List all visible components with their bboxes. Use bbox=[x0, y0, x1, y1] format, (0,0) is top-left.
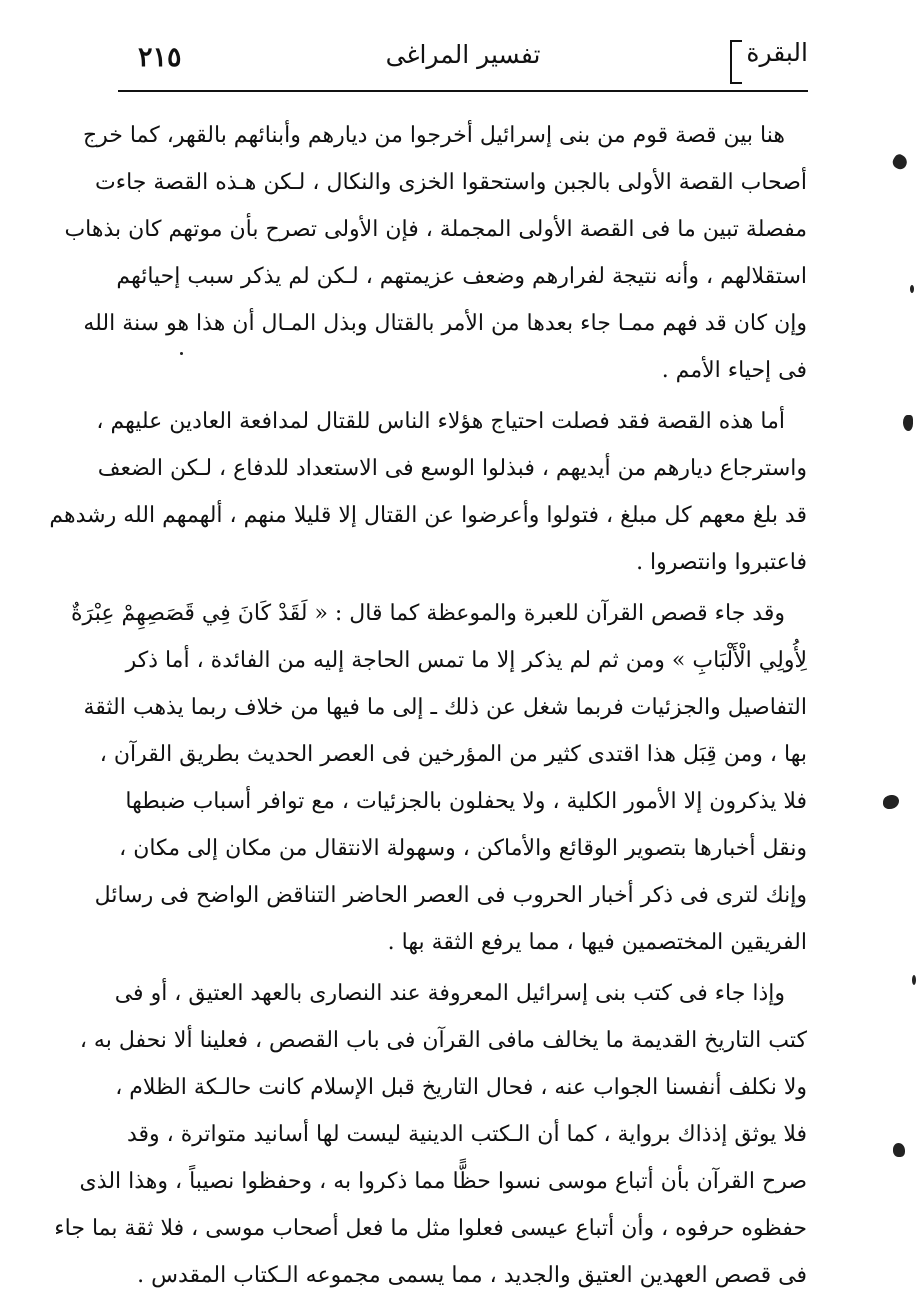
text-line: صرح القرآن بأن أتباع موسى نسوا حظًّا مما ذكروا به ، وحفظوا نصيباً ، وهذا الذى bbox=[79, 1169, 807, 1194]
text-line: فى قصص العهدين العتيق والجديد ، مما يسمى مجموعه الـكتاب المقدس . bbox=[137, 1263, 807, 1288]
text-line: حفظوه حرفوه ، وأن أتباع عيسى فعلوا مثل ما فعل أصحاب موسى ، فلا ثقة بما جاء bbox=[54, 1216, 807, 1241]
scan-speck bbox=[890, 152, 909, 171]
text-line: قد بلغ معهم كل مبلغ ، فتولوا وأعرضوا عن القتال إلا قليلا منهم ، ألهمهم الله رشدهم bbox=[49, 503, 807, 528]
scan-speck bbox=[912, 975, 916, 985]
page-header bbox=[118, 30, 808, 90]
text-line: واسترجاع ديارهم من أيديهم ، فبذلوا الوسع فى الاستعداد للدفاع ، لـكن الضعف bbox=[97, 456, 807, 481]
text-line: أما هذه القصة فقد فصلت احتياج هؤلاء الناس للقتال لمدافعة العادين عليهم ، bbox=[96, 409, 785, 434]
text-line: فلا يذكرون إلا الأمور الكلية ، ولا يحفلون بالجزئيات ، مع توافر أسباب ضبطها bbox=[125, 789, 807, 814]
text-body bbox=[49, 112, 807, 1299]
text-line: التفاصيل والجزئيات فربما شغل عن ذلك ـ إلى ما فيها من خلاف ربما يذهب الثقة bbox=[83, 695, 807, 720]
text-line: فى إحياء الأمم . bbox=[661, 358, 807, 383]
text-line: هنا بين قصة قوم من بنى إسرائيل أخرجوا من ديارهم وأبنائهم بالقهر، كما خرج bbox=[82, 123, 785, 148]
page-number: ٢١٥ bbox=[138, 42, 182, 73]
text-line: وقد جاء قصص القرآن للعبرة والموعظة كما قال : « لَقَدْ كَانَ فِي قَصَصِهِمْ عِبْرَةٌ bbox=[71, 601, 785, 626]
chapter-name bbox=[740, 38, 808, 67]
text-line: بها ، ومن قِبَل هذا اقتدى كثير من المؤرخين فى العصر الحديث بطريق القرآن ، bbox=[99, 742, 807, 767]
book-title: تفسير المراغى bbox=[385, 40, 541, 69]
text-line: لِأُولِي الْأَلْبَابِ » ومن ثم لم يذكر إلا ما تمس الحاجة إليه من الفائدة ، أما ذكر bbox=[125, 648, 807, 673]
text-line: فاعتبروا وانتصروا . bbox=[636, 550, 807, 575]
text-line: مفصلة تبين ما فى القصة الأولى المجملة ، فإن الأولى تصرح بأن موتهم كان بذهاب bbox=[64, 217, 807, 242]
scan-speck bbox=[180, 352, 183, 355]
scan-speck bbox=[883, 795, 899, 809]
chapter-label: البقرة bbox=[746, 38, 808, 67]
text-line: ولا نكلف أنفسنا الجواب عنه ، فحال التاريخ قبل الإسلام كانت حالـكة الظلام ، bbox=[115, 1075, 807, 1100]
header-rule bbox=[118, 90, 808, 92]
scan-speck bbox=[893, 1143, 905, 1157]
text-line: الفريقين المختصمين فيها ، مما يرفع الثقة بها . bbox=[387, 930, 807, 955]
text-line: ونقل أخبارها بتصوير الوقائع والأماكن ، وسهولة الانتقال من مكان إلى مكان ، bbox=[119, 836, 807, 861]
text-line: أصحاب القصة الأولى بالجبن واستحقوا الخزى والنكال ، لـكن هـذه القصة جاءت bbox=[95, 170, 807, 195]
text-line: كتب التاريخ القديمة ما يخالف مافى القرآن فى باب القصص ، فعلينا ألا نحفل به ، bbox=[79, 1028, 807, 1053]
chapter-bracket bbox=[730, 40, 742, 84]
text-line: وإن كان قد فهم ممـا جاء بعدها من الأمر بالقتال وبذل المـال أن هذا هو سنة الله bbox=[83, 311, 807, 336]
text-line: فلا يوثق إذذاك برواية ، كما أن الـكتب الدينية ليست لها أسانيد متواترة ، وقد bbox=[126, 1122, 807, 1147]
scan-speck bbox=[910, 285, 914, 293]
scan-speck bbox=[903, 415, 913, 431]
text-line: استقلالهم ، وأنه نتيجة لفرارهم وضعف عزيمتهم ، لـكن لم يذكر سبب إحيائهم bbox=[116, 264, 807, 289]
text-line: وإنك لترى فى ذكر أخبار الحروب فى العصر الحاضر التناقض الواضح فى رسائل bbox=[94, 883, 807, 908]
text-line: وإذا جاء فى كتب بنى إسرائيل المعروفة عند النصارى بالعهد العتيق ، أو فى bbox=[114, 981, 785, 1006]
